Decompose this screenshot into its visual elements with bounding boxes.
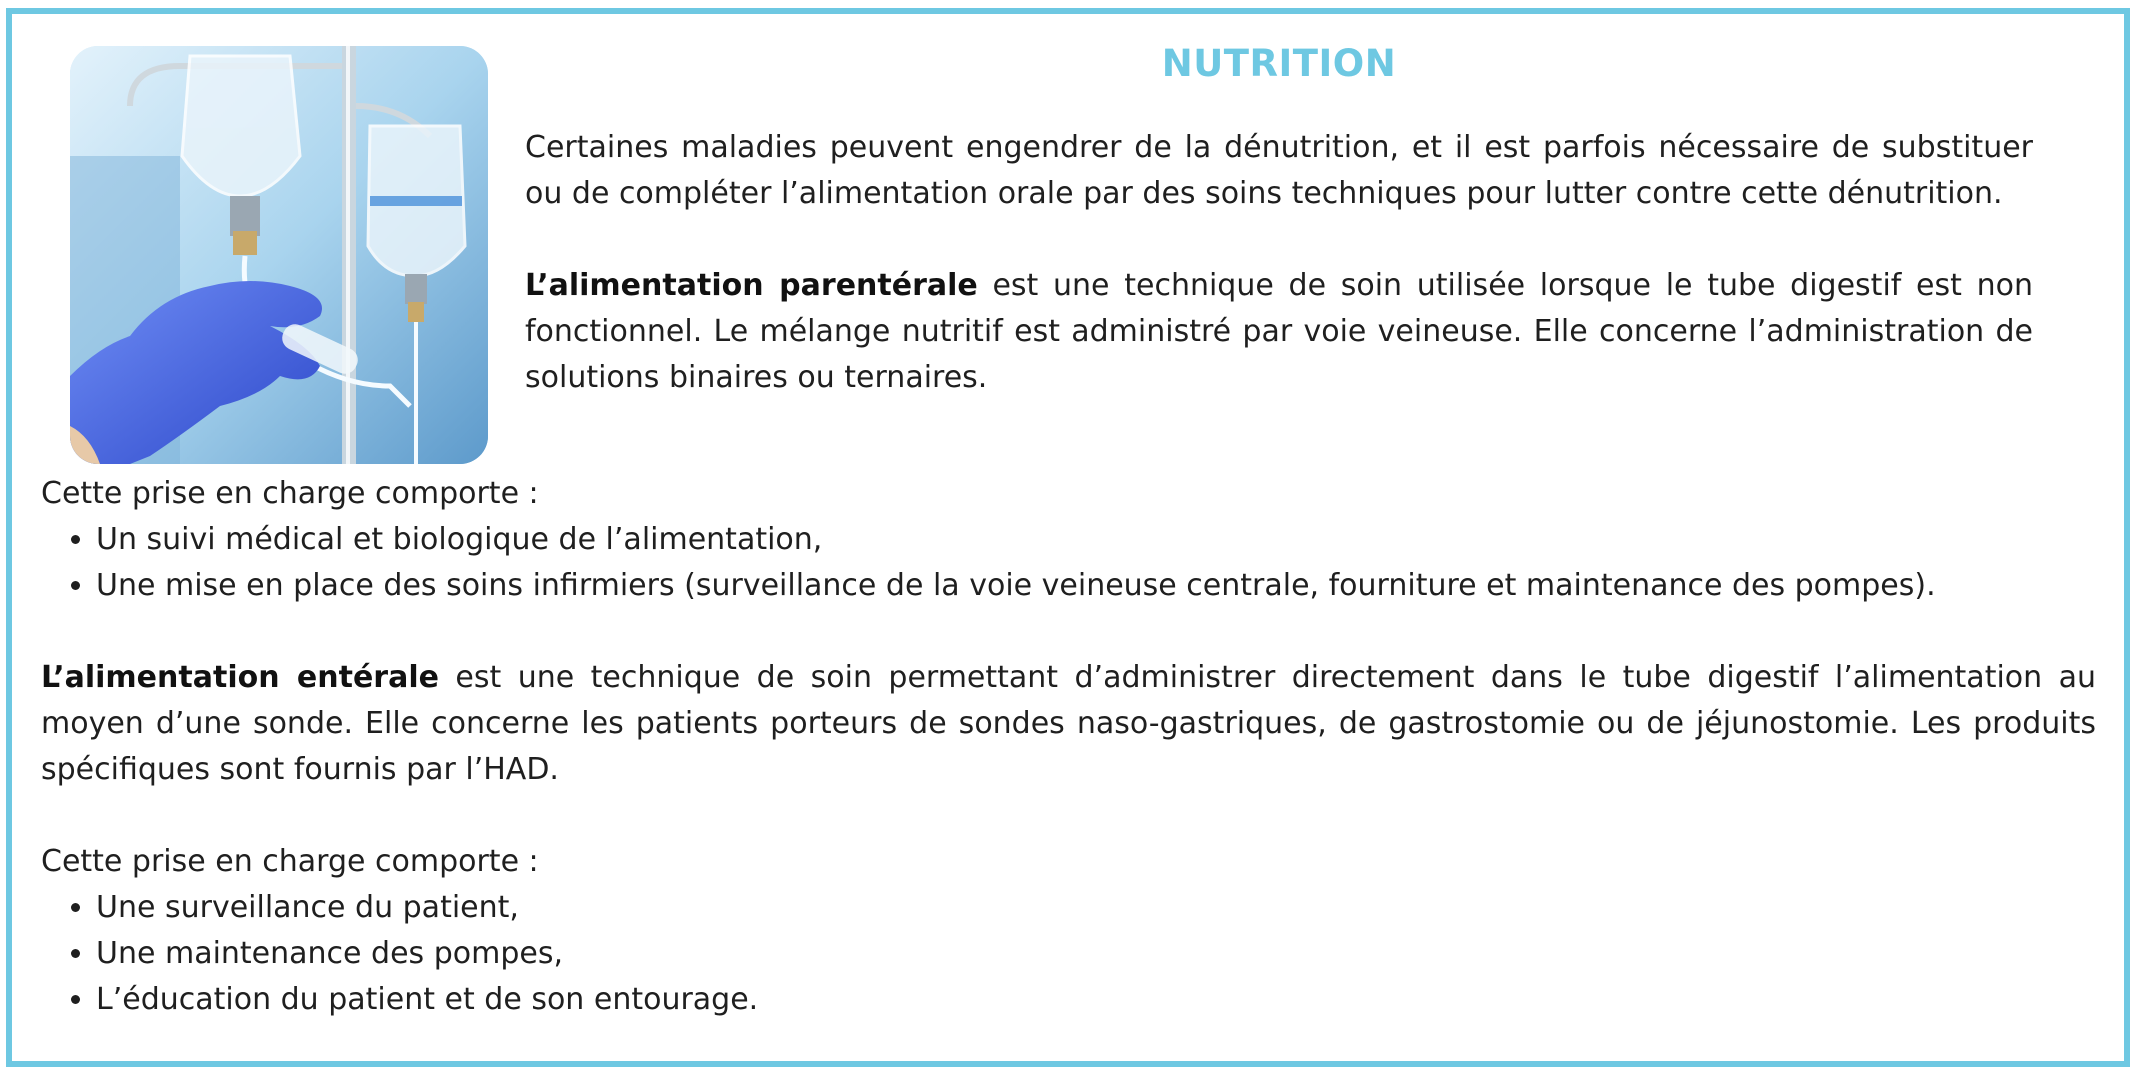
list-item: • Une surveillance du patient,	[96, 885, 2096, 931]
parenteral-list-intro: Cette prise en charge comporte :	[41, 476, 539, 511]
enteral-list-intro: Cette prise en charge comporte :	[41, 844, 539, 879]
enteral-term: L’alimentation entérale	[41, 660, 439, 695]
list-item: • L’éducation du patient et de son entourage.	[96, 977, 2096, 1023]
list-item: • Un suivi médical et biologique de l’alimentation,	[96, 517, 2096, 563]
iv-drip-illustration	[70, 46, 488, 464]
parenteral-description: est une technique de soin utilisée lorsque le tube digestif est non fonctionnel. Le mélange nutritif est administré par voie veineuse. Elle concerne l’administration de solutions binaires ou ternaires.	[525, 268, 2033, 395]
page-title: NUTRITION	[1161, 42, 1397, 85]
parenteral-list	[41, 517, 2096, 609]
enteral-list	[41, 885, 2096, 1023]
list-item: • Une mise en place des soins infirmiers (surveillance de la voie veineuse centrale, fourniture et maintenance des pompes).	[96, 563, 2096, 609]
lower-content	[41, 471, 2096, 1023]
intro-paragraph: Certaines maladies peuvent engendrer de la dénutrition, et il est parfois nécessaire de substituer ou de compléter l’alimentation orale par des soins techniques pour lutter contre cette dénutrition.	[525, 130, 2033, 211]
list-item: • Une maintenance des pompes,	[96, 931, 2096, 977]
enteral-paragraph	[41, 655, 2096, 793]
iv-drip-photo	[70, 46, 488, 464]
parenteral-paragraph	[525, 263, 2033, 401]
enteral-description: est une technique de soin permettant d’administrer directement dans le tube digestif l’alimentation au moyen d’une sonde. Elle concerne les patients porteurs de sondes naso-gastriques, de gastrostomie ou de jéjunostomie. Les produits spécifiques sont fournis par l’HAD.	[41, 660, 2096, 787]
parenteral-term: L’alimentation parentérale	[525, 268, 978, 303]
